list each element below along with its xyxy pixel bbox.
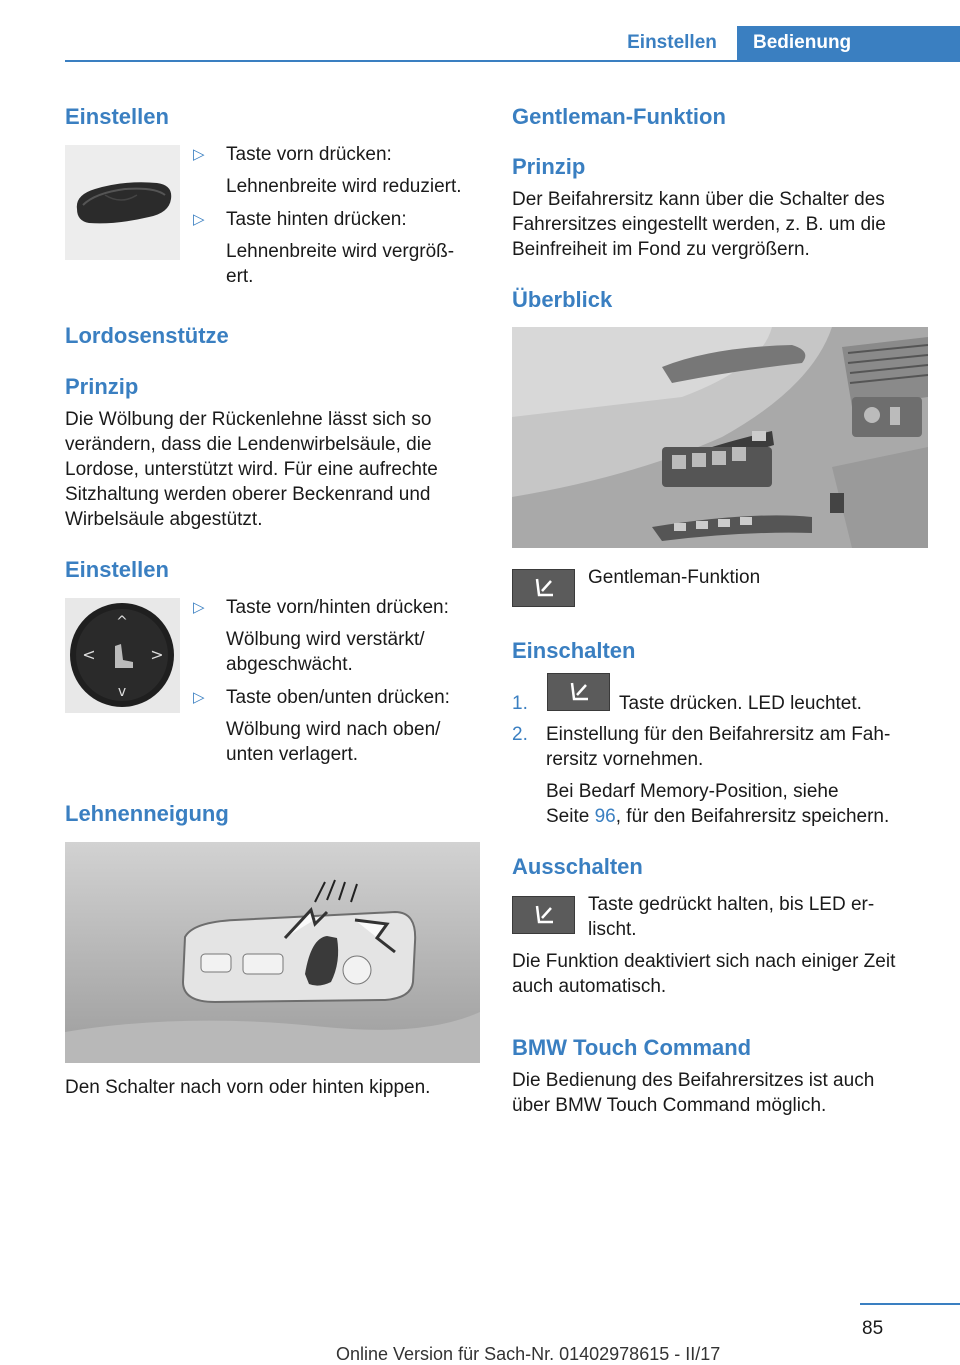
bullet-label: Taste vorn drücken:: [226, 144, 392, 165]
bullet-desc: abgeschwächt.: [226, 654, 353, 675]
footer-rule: [860, 1303, 960, 1305]
heading-gentleman-funktion: Gentleman-Funktion: [512, 104, 726, 129]
header-rule: [65, 60, 960, 62]
bullet-label: Taste oben/unten drücken:: [226, 687, 450, 708]
gentleman-button-icon: [512, 569, 575, 607]
bullet-desc: ert.: [226, 266, 254, 287]
heading-ueberblick: Überblick: [512, 287, 613, 312]
bullet-desc: Lehnenbreite wird vergröß-: [226, 241, 455, 262]
subheading-prinzip-right: Prinzip: [512, 154, 586, 179]
bullet-label: Taste hinten drücken:: [226, 209, 407, 230]
bullet-desc: unten verlagert.: [226, 744, 359, 765]
subheading-prinzip: Prinzip: [65, 374, 139, 399]
bullet-triangle-icon: ▷: [193, 689, 205, 706]
page-reference-link[interactable]: 96: [594, 806, 616, 827]
header-chapter-tab[interactable]: Bedienung: [737, 26, 960, 62]
gentleman-icon-label: Gentleman-Funktion: [588, 567, 761, 588]
bullet-triangle-icon: ▷: [193, 211, 205, 228]
seat-width-button-image: [65, 145, 180, 260]
bullet-triangle-icon: ▷: [193, 599, 205, 616]
svg-text:<: <: [82, 645, 96, 664]
header-section-tab[interactable]: Einstellen: [627, 32, 717, 53]
heading-ausschalten: Ausschalten: [512, 854, 643, 879]
heading-lehnenneigung: Lehnenneigung: [65, 801, 229, 826]
lumbar-control-image: [65, 598, 180, 713]
door-panel-image: [512, 327, 928, 548]
step-number: 2.: [512, 724, 528, 745]
touch-command-text: Die Bedienung des Beifahrersitzes ist auch über BMW Touch Command möglich.: [512, 1070, 875, 1116]
neigung-caption: Den Schalter nach vorn oder hinten kippen.: [65, 1077, 431, 1098]
svg-text:>: >: [150, 645, 164, 664]
gentleman-text: Der Beifahrersitz kann über die Schalter des Fahrersitzes eingestellt werden, z. B. um die Beinfreiheit im Fond zu vergrößern.: [512, 189, 886, 260]
heading-einstellen-1: Einstellen: [65, 104, 169, 129]
step-2-text: Einstellung für den Beifahrersitz am Fah- rersitz vornehmen.: [546, 724, 891, 770]
seat-switch-image: [65, 842, 480, 1063]
heading-touch-command: BMW Touch Command: [512, 1035, 752, 1060]
bullet-label: Taste vorn/hinten drücken:: [226, 597, 449, 618]
gentleman-button-icon: [512, 896, 575, 934]
heading-einschalten: Einschalten: [512, 638, 636, 663]
bullet-desc: Wölbung wird verstärkt/: [226, 629, 425, 650]
bullet-desc: Lehnenbreite wird reduziert.: [226, 176, 462, 197]
step-1-text: Taste drücken. LED leuchtet.: [619, 693, 862, 714]
step-number: 1.: [512, 693, 528, 714]
bullet-desc: Wölbung wird nach oben/: [226, 719, 441, 740]
ausschalten-text: Die Funktion deaktiviert sich nach einiger Zeit auch automatisch.: [512, 951, 896, 997]
ausschalten-instruction: Taste gedrückt halten, bis LED er- lischt.: [588, 894, 875, 940]
footer-version: Online Version für Sach-Nr. 01402978615 - II/17: [336, 1344, 721, 1364]
heading-lordosenstuetze: Lordosenstütze: [65, 323, 229, 348]
svg-text:^: ^: [116, 614, 128, 630]
svg-text:v: v: [117, 684, 127, 700]
bullet-triangle-icon: ▷: [193, 146, 205, 163]
gentleman-button-icon: [547, 673, 610, 711]
heading-einstellen-2: Einstellen: [65, 557, 169, 582]
lordose-text: Die Wölbung der Rückenlehne lässt sich so verändern, dass die Lendenwirbelsäule, die Lordose, unterstützt wird. Für eine aufrechte Sitzhaltung werden oberer Beckenrand und Wirbelsäule abgestützt.: [65, 409, 438, 530]
step-2-note: Bei Bedarf Memory-Position, siehe Seite 96, für den Beifahrersitz speichern.: [546, 781, 890, 827]
page-number: 85: [862, 1318, 884, 1339]
